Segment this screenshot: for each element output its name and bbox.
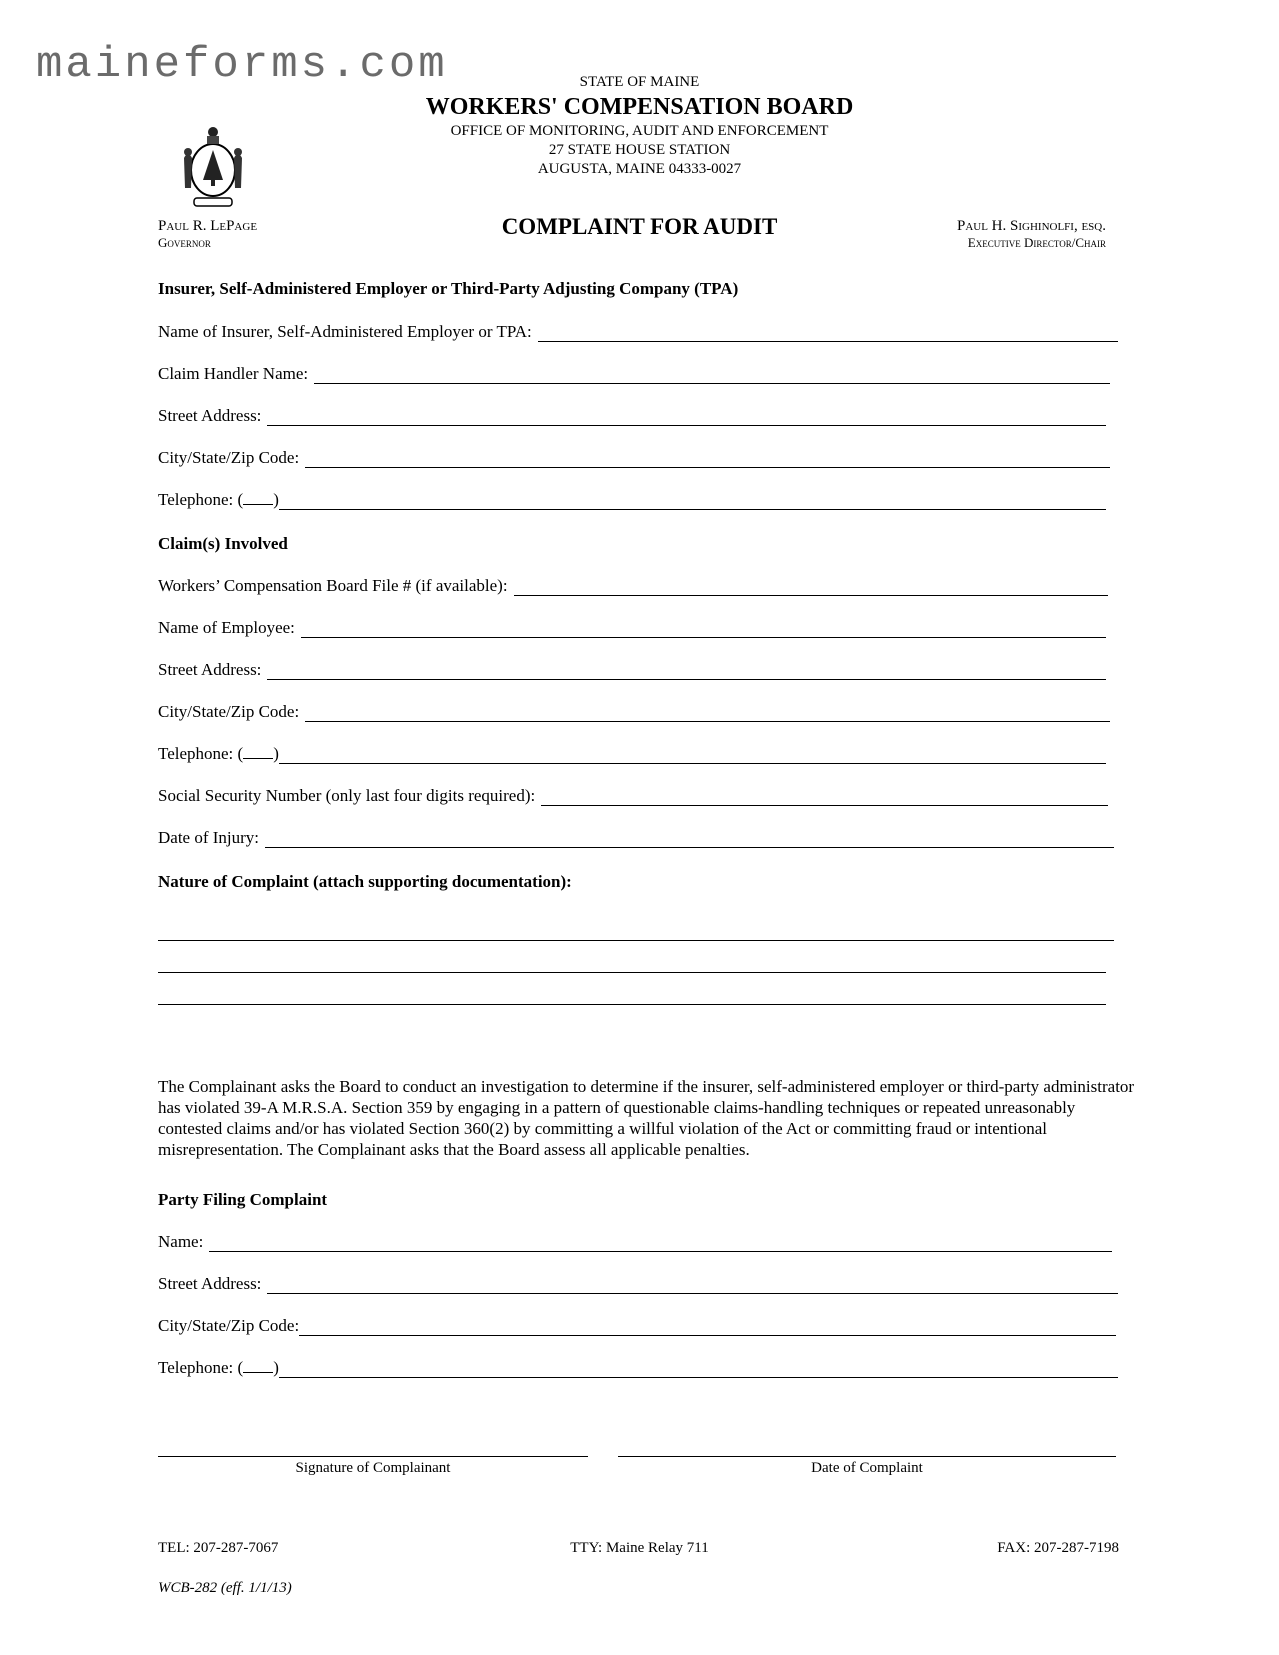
ssn-field[interactable] xyxy=(158,782,1108,806)
governor-title: Governor xyxy=(158,235,211,250)
insurer-phone-field[interactable]: Telephone: ( ) xyxy=(158,486,1106,510)
insurer-section-heading: Insurer, Self-Administered Employer or Third-Party Adjusting Company (TPA) xyxy=(158,279,739,298)
governor-name: Paul R. LePage xyxy=(158,218,258,234)
insurer-city-field[interactable] xyxy=(158,444,1110,468)
footer-tty: TTY: Maine Relay 711 xyxy=(570,1540,709,1556)
employee-city-label: City/State/Zip Code: xyxy=(158,702,300,721)
watermark: maineforms.com xyxy=(36,40,448,90)
nature-heading: Nature of Complaint (attach supporting documentation): xyxy=(158,872,572,891)
state-seal-icon xyxy=(176,118,250,210)
office-address-line1: 27 STATE HOUSE STATION xyxy=(548,142,731,158)
employee-name-field[interactable] xyxy=(158,614,1106,638)
employee-phone-field[interactable]: Telephone: ( ) xyxy=(158,740,1106,764)
insurer-name-field[interactable] xyxy=(158,318,1118,342)
date-of-injury-label: Date of Injury: xyxy=(158,828,260,847)
employee-city-field[interactable] xyxy=(158,698,1110,722)
claims-section-heading: Claim(s) Involved xyxy=(158,534,288,553)
party-street-field[interactable] xyxy=(158,1270,1118,1294)
claim-handler-label: Claim Handler Name: xyxy=(158,364,309,383)
form-title: COMPLAINT FOR AUDIT xyxy=(501,214,778,239)
office-name: OFFICE OF MONITORING, AUDIT AND ENFORCEMENT xyxy=(450,123,829,139)
party-city-field[interactable] xyxy=(158,1312,1116,1336)
complaint-line-2[interactable] xyxy=(158,972,1106,973)
form-number: WCB-282 (eff. 1/1/13) xyxy=(158,1580,292,1596)
employee-street-field[interactable] xyxy=(158,656,1106,680)
party-name-label: Name: xyxy=(158,1232,204,1251)
ssn-label: Social Security Number (only last four digits required): xyxy=(158,786,536,805)
employee-street-label: Street Address: xyxy=(158,660,262,679)
board-heading: WORKERS' COMPENSATION BOARD xyxy=(425,94,854,120)
insurer-name-label: Name of Insurer, Self-Administered Employer or TPA: xyxy=(158,322,532,341)
insurer-street-field[interactable] xyxy=(158,402,1106,426)
employee-phone-label: Telephone: ( xyxy=(158,744,244,763)
footer-fax: FAX: 207-287-7198 xyxy=(997,1540,1119,1556)
complaint-line-3[interactable] xyxy=(158,1004,1106,1005)
party-street-label: Street Address: xyxy=(158,1274,262,1293)
party-section-heading: Party Filing Complaint xyxy=(158,1190,328,1209)
complaint-line-1[interactable] xyxy=(158,940,1114,941)
director-title: Executive Director/Chair xyxy=(967,235,1106,250)
board-file-label: Workers’ Compensation Board File # (if available): xyxy=(158,576,508,595)
signature-label: Signature of Complainant xyxy=(295,1460,451,1476)
party-city-label: City/State/Zip Code: xyxy=(158,1316,300,1335)
insurer-street-label: Street Address: xyxy=(158,406,262,425)
party-phone-field[interactable]: Telephone: ( ) xyxy=(158,1354,1118,1378)
footer-tel: TEL: 207-287-7067 xyxy=(158,1540,279,1556)
signature-line[interactable] xyxy=(158,1456,588,1457)
employee-name-label: Name of Employee: xyxy=(158,618,295,637)
state-heading: STATE OF MAINE xyxy=(579,74,700,90)
request-paragraph: The Complainant asks the Board to conduct an investigation to determine if the insurer, self-administered employer or third-party administrator has violated 39-A M.R.S.A. Section 359 by engaging in a pattern of questionable claims-handling techniques or repeated unreasonably contested claims and/or has violated Section 360(2) by committing a willful violation of the Act or committing fraud or intentional misrepresentation. The Complainant asks that the Board assess all applicable penalties. xyxy=(158,1077,1135,1159)
director-name: Paul H. Sighinolfi, esq. xyxy=(956,218,1106,234)
insurer-city-label: City/State/Zip Code: xyxy=(158,448,300,467)
date-of-injury-field[interactable] xyxy=(158,824,1114,848)
claim-handler-field[interactable] xyxy=(158,360,1110,384)
date-label: Date of Complaint xyxy=(811,1460,923,1476)
date-line[interactable] xyxy=(618,1456,1116,1457)
office-address-line2: AUGUSTA, MAINE 04333-0027 xyxy=(537,161,742,177)
board-file-field[interactable] xyxy=(158,572,1108,596)
party-phone-label: Telephone: ( xyxy=(158,1358,244,1377)
insurer-phone-label: Telephone: ( xyxy=(158,490,244,509)
party-name-field[interactable] xyxy=(158,1228,1112,1252)
